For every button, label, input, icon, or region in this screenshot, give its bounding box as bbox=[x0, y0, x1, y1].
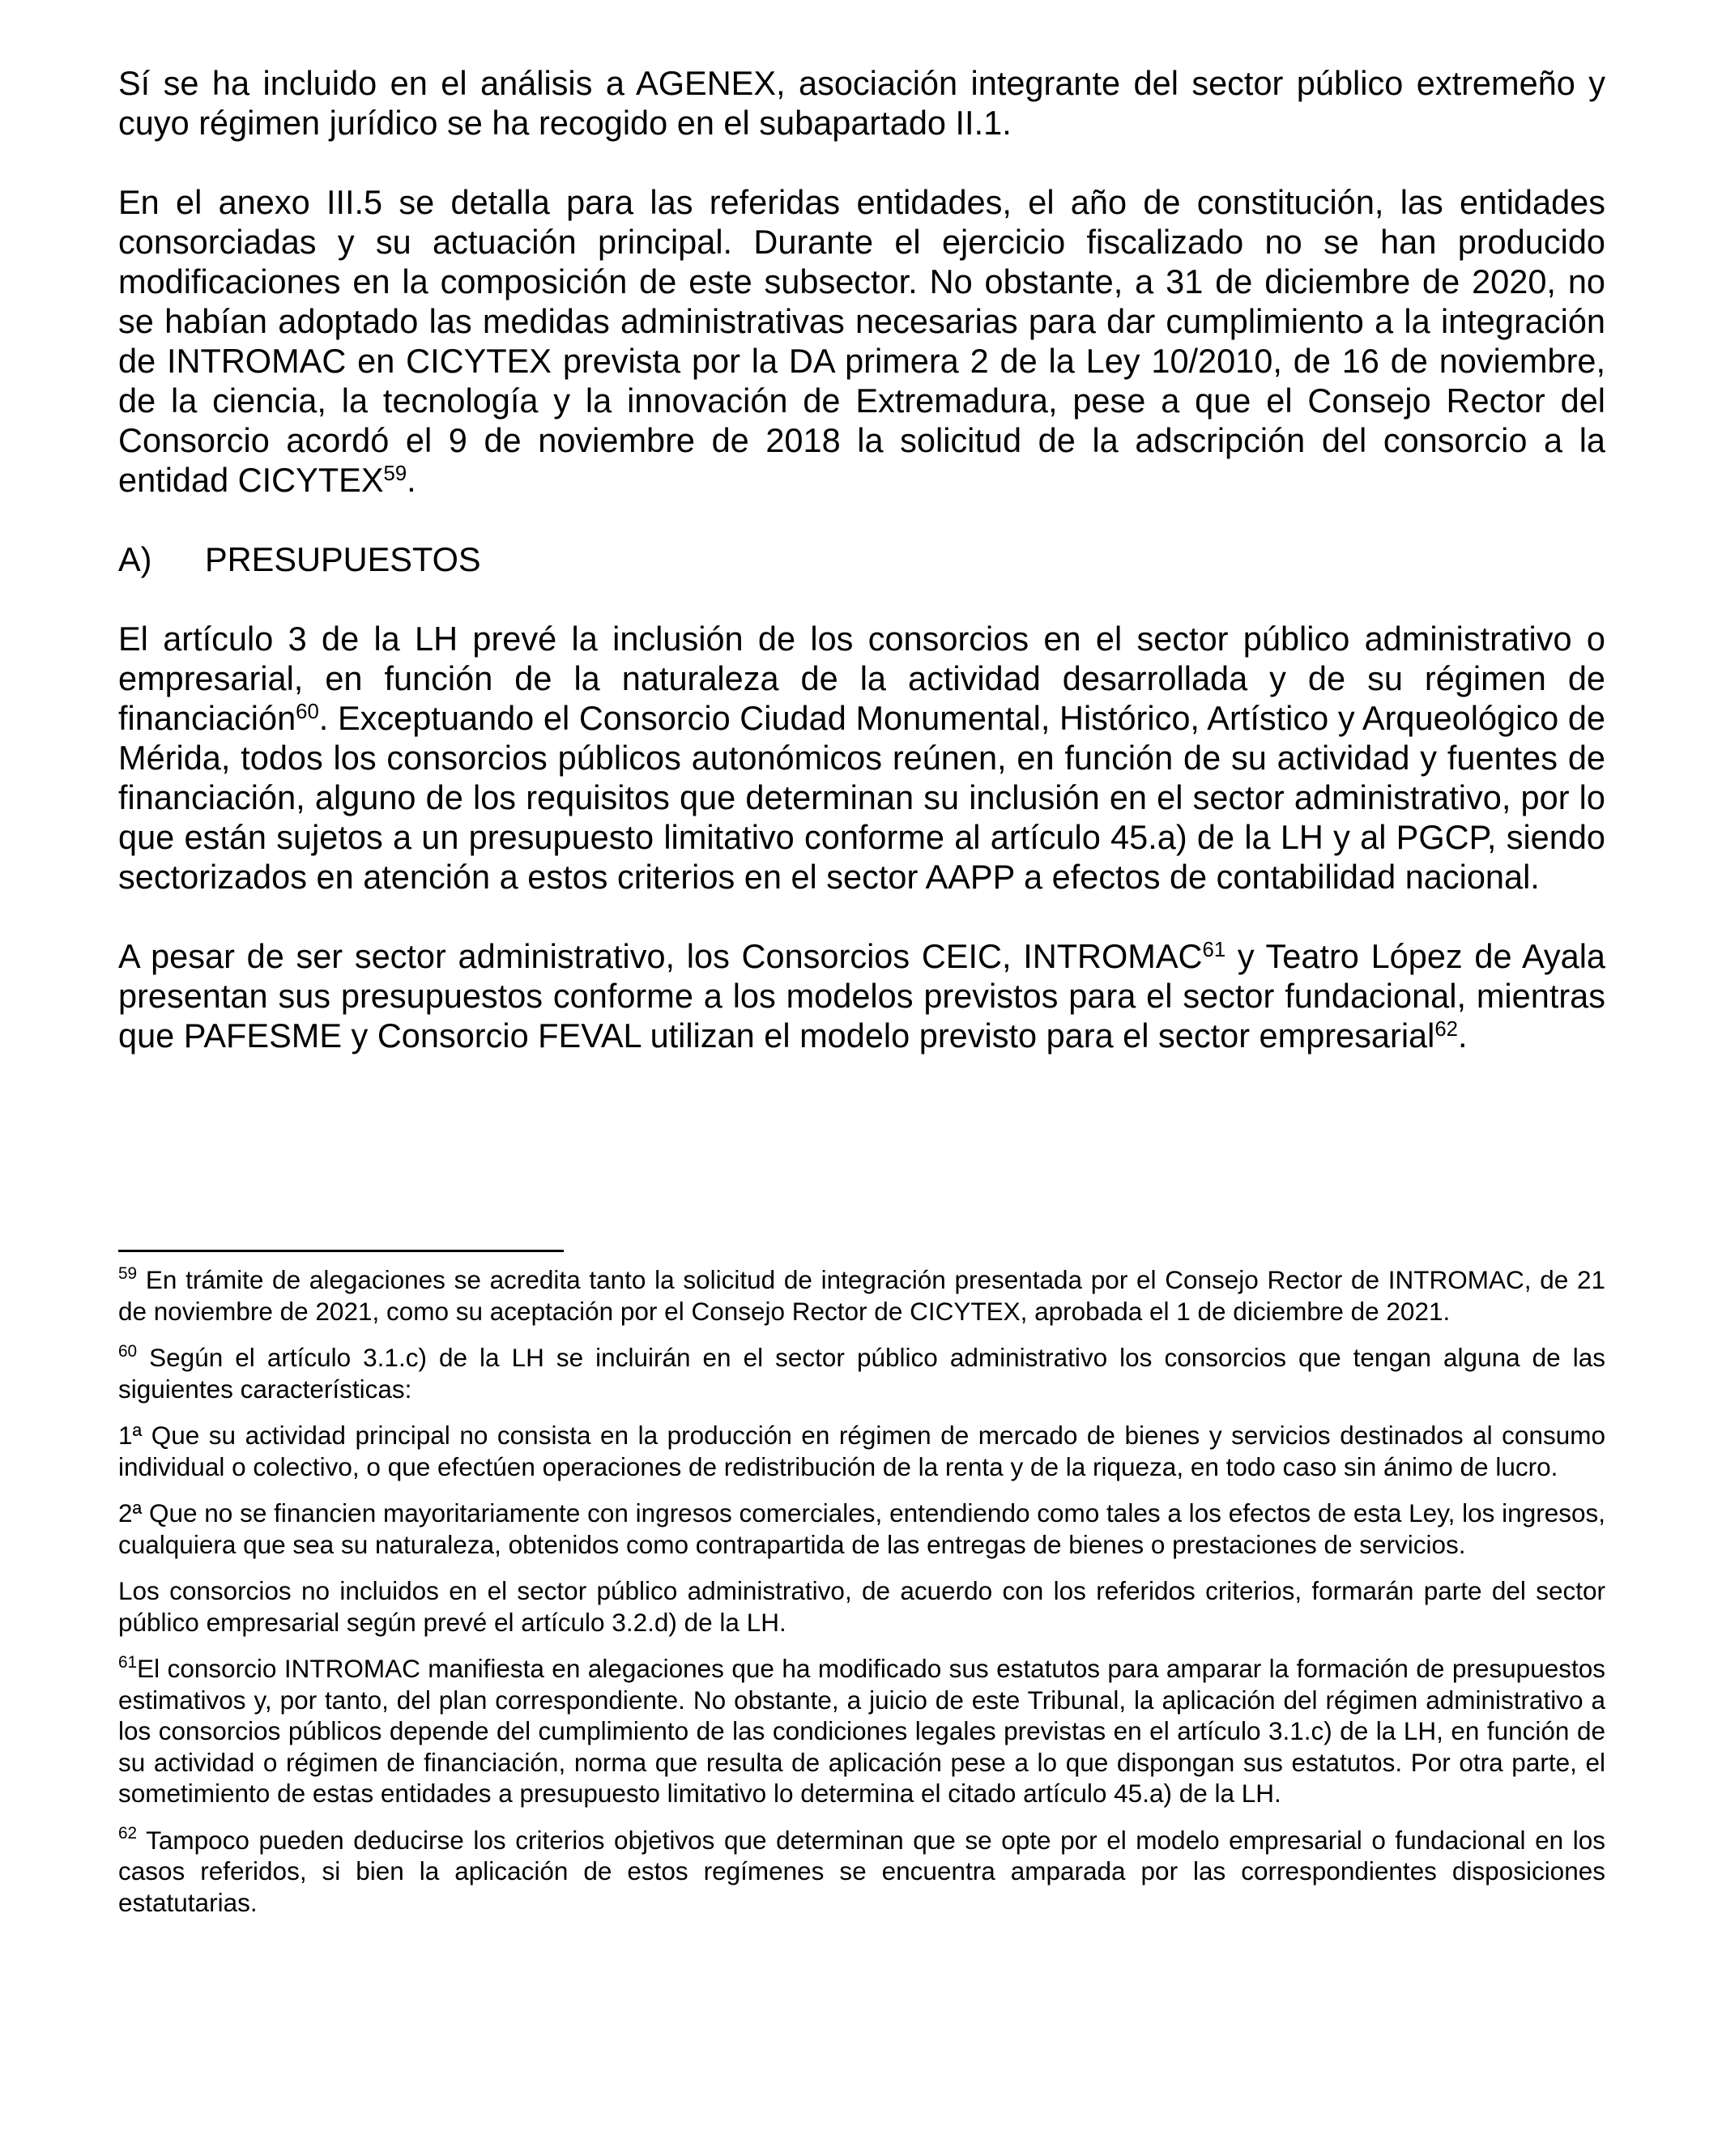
footnote-text: Los consorcios no incluidos en el sector público administrativo, de acuerdo con los referidos criterios, formarán parte del sector público empresarial según prevé el artículo 3.2.d) de la LH. bbox=[118, 1576, 1605, 1637]
footnote-ref-60[interactable]: 60 bbox=[296, 700, 319, 723]
footnote-ref-62[interactable]: 62 bbox=[1434, 1017, 1458, 1041]
paragraph-text: y Teatro López de Ayala presentan sus presupuestos conforme a los modelos previstos para el sector fundacional, mientras que PAFESME y Consorcio FEVAL utilizan el modelo previsto para el sector empresarial bbox=[118, 937, 1605, 1055]
footnote-60-item-1 bbox=[118, 1420, 1605, 1482]
footnote-text: En trámite de alegaciones se acredita tanto la solicitud de integración presentada por el Consejo Rector de INTROMAC, de 21 de noviembre de 2021, como su aceptación por el Consejo Rector de CICYTEX, aprobada el 1 de diciembre de 2021. bbox=[118, 1265, 1605, 1326]
footnote-text: El consorcio INTROMAC manifiesta en alegaciones que ha modificado sus estatutos para amparar la formación de presupuestos estimativos y, por tanto, del plan correspondiente. No obstante, a juicio de este Tribunal, la aplicación del régimen administrativo a los consorcios públicos depende del cumplimiento de las condiciones legales previstas en el artículo 3.1.c) de la LH, en función de su actividad o régimen de financiación, norma que resulta de aplicación pese a lo que dispongan sus estatutos. Por otra parte, el sometimiento de estas entidades a presupuesto limitativo lo determina el citado artículo 45.a) de la LH. bbox=[118, 1654, 1605, 1808]
document-page bbox=[118, 63, 1605, 1055]
footnote-text: Tampoco pueden deducirse los criterios objetivos que determinan que se opte por el modelo empresarial o fundacional en los casos referidos, si bien la aplicación de estos regímenes se encuentra amparada por las correspondientes disposiciones estatutarias. bbox=[118, 1825, 1605, 1917]
footnote-ref-61[interactable]: 61 bbox=[1202, 938, 1226, 961]
paragraph-text: A pesar de ser sector administrativo, los Consorcios CEIC, INTROMAC bbox=[118, 937, 1203, 975]
footnote-text: 1ª Que su actividad principal no consista en la producción en régimen de mercado de bienes y servicios destinados al consumo individual o colectivo, o que efectúen operaciones de redistribución de la renta y de la riqueza, en todo caso sin ánimo de lucro. bbox=[118, 1421, 1605, 1481]
footnote-59 bbox=[118, 1264, 1605, 1327]
paragraph-text: . bbox=[407, 461, 416, 499]
footnote-separator bbox=[118, 1250, 564, 1252]
footnote-61 bbox=[118, 1653, 1605, 1809]
footnote-text: Según el artículo 3.1.c) de la LH se incluirán en el sector público administrativo los consorcios que tengan alguna de las siguientes características: bbox=[118, 1343, 1605, 1404]
footnotes bbox=[118, 1264, 1605, 1933]
footnote-text: 2ª Que no se financien mayoritariamente con ingresos comerciales, entendiendo como tales a los efectos de esta Ley, los ingresos, cualquiera que sea su naturaleza, obtenidos como contrapartida de las entregas de bienes o prestaciones de servicios. bbox=[118, 1498, 1605, 1559]
footnote-60-item-2 bbox=[118, 1498, 1605, 1560]
main-text bbox=[118, 63, 1605, 1055]
footnote-60 bbox=[118, 1342, 1605, 1404]
paragraph-agenex bbox=[118, 63, 1605, 143]
paragraph-anexo bbox=[118, 182, 1605, 500]
section-letter: A) bbox=[118, 540, 152, 578]
section-title: PRESUPUESTOS bbox=[205, 540, 481, 578]
footnote-number: 61 bbox=[118, 1652, 138, 1672]
paragraph-a-pesar bbox=[118, 936, 1605, 1055]
footnote-ref-59[interactable]: 59 bbox=[383, 462, 407, 485]
footnote-62 bbox=[118, 1825, 1605, 1919]
paragraph-text: Sí se ha incluido en el análisis a AGENEX, asociación integrante del sector público extremeño y cuyo régimen jurídico se ha recogido en el subapartado II.1. bbox=[118, 64, 1605, 142]
section-heading bbox=[118, 539, 1605, 579]
footnote-60-closing bbox=[118, 1575, 1605, 1638]
paragraph-text: . Exceptuando el Consorcio Ciudad Monumental, Histórico, Artístico y Arqueológico de Mérida, todos los consorcios públicos autonómicos reúnen, en función de su actividad y fuentes de financiación, alguno de los requisitos que determinan su inclusión en el sector administrativo, por lo que están sujetos a un presupuesto limitativo conforme al artículo 45.a) de la LH y al PGCP, siendo sectorizados en atención a estos criterios en el sector AAPP a efectos de contabilidad nacional. bbox=[118, 699, 1605, 896]
paragraph-text: . bbox=[1457, 1016, 1468, 1055]
footnote-number: 60 bbox=[118, 1341, 138, 1361]
footnote-number: 62 bbox=[118, 1824, 138, 1843]
footnote-number: 59 bbox=[118, 1263, 138, 1283]
paragraph-text: El artículo 3 de la LH prevé la inclusión de los consorcios en el sector público administrativo o empresarial, en función de la naturaleza de la actividad desarrollada y de su régimen de financiación bbox=[118, 620, 1605, 737]
paragraph-articulo-3 bbox=[118, 619, 1605, 897]
paragraph-text: En el anexo III.5 se detalla para las referidas entidades, el año de constitución, las entidades consorciadas y su actuación principal. Durante el ejercicio fiscalizado no se han producido modificaciones en la composición de este subsector. No obstante, a 31 de diciembre de 2020, no se habían adoptado las medidas administrativas necesarias para dar cumplimiento a la integración de INTROMAC en CICYTEX prevista por la DA primera 2 de la Ley 10/2010, de 16 de noviembre, de la ciencia, la tecnología y la innovación de Extremadura, pese a que el Consejo Rector del Consorcio acordó el 9 de noviembre de 2018 la solicitud de la adscripción del consorcio a la entidad CICYTEX bbox=[118, 183, 1605, 499]
